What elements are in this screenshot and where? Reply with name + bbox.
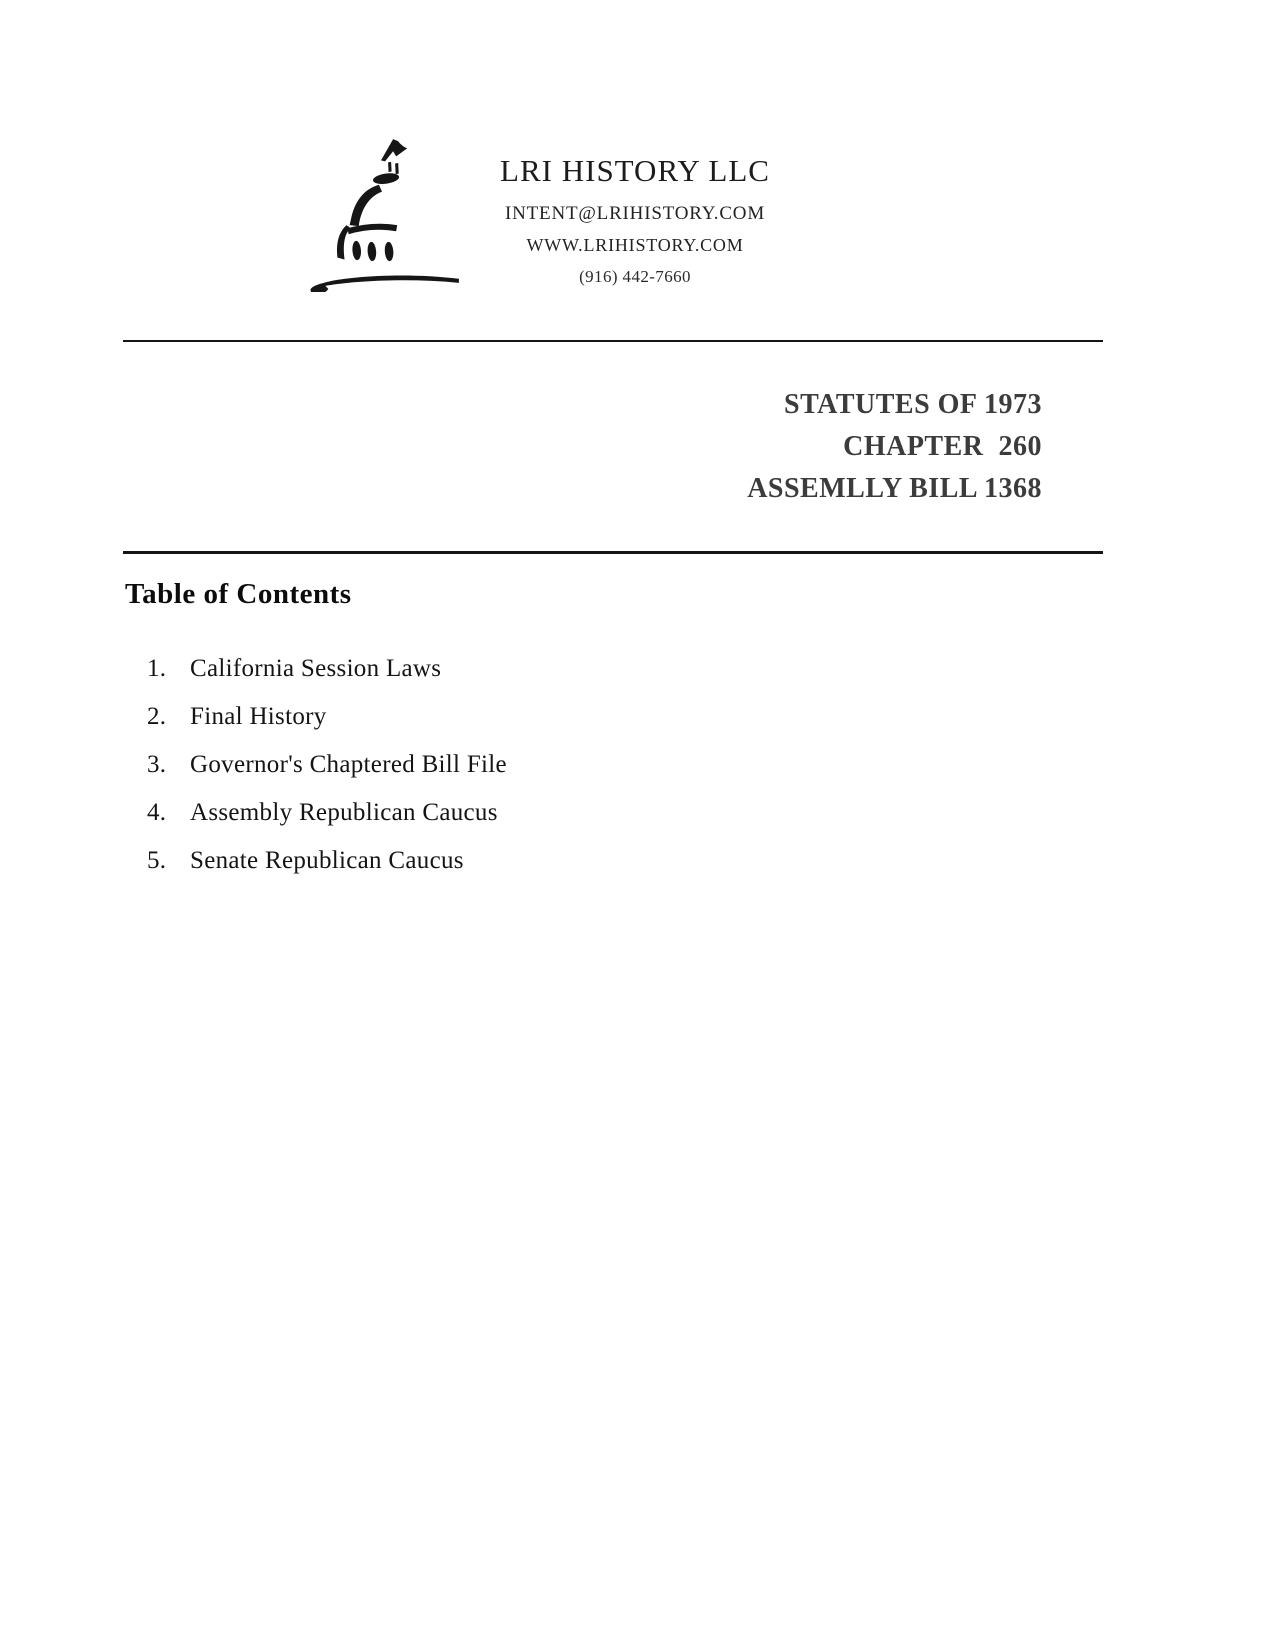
statute-line-year: STATUTES OF 1973 (784, 389, 1042, 420)
toc-item-number: 1. (147, 655, 167, 682)
toc-heading: Table of Contents (125, 578, 352, 610)
toc-item-label: California Session Laws (190, 655, 442, 682)
statute-line-chapter: CHAPTER 260 (843, 431, 1042, 462)
statute-title-block (747, 384, 1042, 510)
toc-item-label: Final History (190, 703, 327, 730)
letterhead (430, 152, 840, 287)
toc-item-number: 3. (147, 751, 167, 778)
toc-item (147, 846, 507, 876)
toc-item-label: Senate Republican Caucus (190, 847, 464, 874)
toc-item (147, 798, 507, 828)
toc-item-number: 4. (147, 799, 167, 826)
toc-item (147, 750, 507, 780)
toc-item (147, 702, 507, 732)
toc-item-label: Assembly Republican Caucus (190, 799, 498, 826)
divider-top (123, 340, 1103, 342)
company-name: LRI HISTORY LLC (500, 153, 770, 188)
company-email: INTENT@LRIHISTORY.COM (504, 203, 766, 224)
toc-item-label: Governor's Chaptered Bill File (190, 751, 507, 778)
company-website: WWW.LRIHISTORY.COM (526, 235, 744, 255)
toc-item-number: 5. (147, 847, 167, 874)
toc-list (147, 654, 507, 894)
toc-item (147, 654, 507, 684)
divider-bottom (123, 551, 1103, 554)
toc-item-number: 2. (147, 703, 167, 730)
statute-line-bill: ASSEMLLY BILL 1368 (747, 473, 1042, 504)
company-phone: (916) 442-7660 (579, 267, 691, 286)
